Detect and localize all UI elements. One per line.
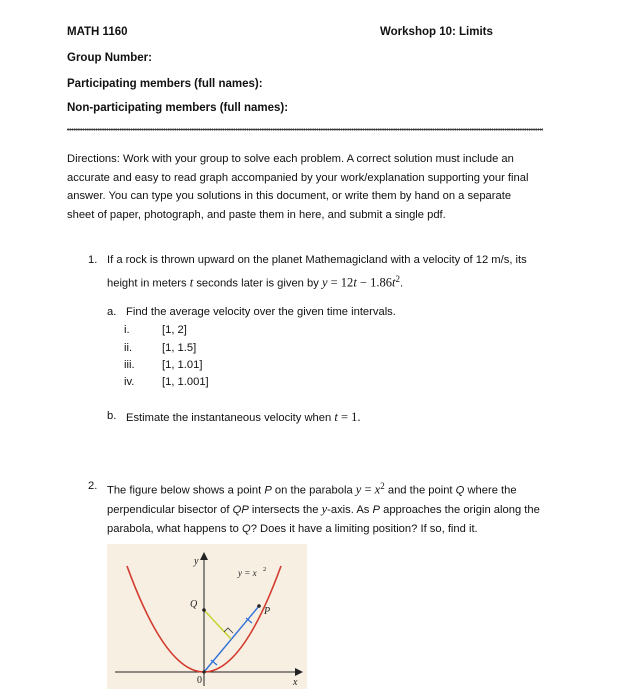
interval-roman: iv. [124, 376, 135, 388]
math-var: P [264, 484, 272, 497]
origin-label: 0 [197, 675, 202, 686]
math-var: t [391, 275, 396, 290]
problem-1-line [107, 270, 577, 293]
group-number-label: Group Number: [67, 52, 152, 64]
part-b-label: b. [107, 410, 117, 422]
text-span: parabola, what happens to [107, 522, 239, 535]
math-var: Q [241, 522, 251, 535]
point-p [257, 604, 261, 608]
text-span: intersects the [251, 504, 319, 517]
math-var: P [372, 504, 380, 517]
interval-roman: iii. [124, 359, 135, 371]
text-span: and the point [387, 484, 453, 497]
participating-members-label: Participating members (full names): [67, 78, 263, 90]
point-q-label: Q [190, 599, 198, 610]
interval-roman: i. [124, 324, 130, 336]
math-var: QP [232, 504, 249, 517]
directions-line: Directions: Work with your group to solve each problem. A correct solution must include an [67, 153, 514, 165]
parabola-figure [107, 544, 307, 689]
curve-label: y = x [238, 568, 257, 578]
workshop-title: Workshop 10: Limits [380, 26, 493, 38]
math-var: y [355, 482, 362, 497]
math-text: = 12 [327, 275, 354, 290]
directions-line: sheet of paper, photograph, and paste them in here, and submit a single pdf. [67, 208, 446, 221]
interval-value: [1, 1.001] [162, 376, 209, 388]
math-var: t [189, 275, 194, 290]
course-code: MATH 1160 [67, 26, 128, 38]
directions-line: answer. You can type you solutions in this document, or write them by hand on a separate [67, 190, 512, 202]
interval-value: [1, 2] [162, 324, 187, 336]
non-participating-members-label: Non-participating members (full names): [67, 102, 289, 114]
text-span: approaches the origin along the [383, 504, 540, 517]
problem-1-line: If a rock is thrown upward on the planet Mathemagicland with a velocity of 12 m/s, its [107, 254, 527, 266]
text-span: Estimate the instantaneous velocity when [126, 412, 332, 424]
directions-line: accurate and easy to read graph accompanied by your work/explanation supporting your final [67, 171, 529, 184]
text-span: height in meters [107, 277, 187, 290]
math-exponent: 2 [395, 273, 400, 284]
math-var: y [321, 502, 328, 517]
text-span: seconds later is given by [196, 277, 319, 290]
text-span: on the parabola [274, 484, 353, 497]
point-q [202, 608, 206, 612]
math-text: = 1. [337, 410, 361, 424]
math-exponent: 2 [380, 481, 385, 491]
text-span: The figure below shows a point [107, 484, 262, 497]
problem-2-line [107, 477, 577, 500]
perpendicular-bisector [204, 610, 231, 639]
point-p-label: P [264, 606, 271, 617]
part-b-text [126, 410, 361, 425]
point-origin [202, 670, 205, 673]
part-a-label: a. [107, 306, 117, 318]
problem-2-text [107, 477, 577, 538]
parabola-figure-svg [107, 544, 307, 689]
interval-roman: ii. [124, 342, 133, 354]
x-axis-label: x [293, 677, 298, 688]
problem-2-line [107, 500, 577, 520]
math-var: Q [455, 484, 465, 497]
segment-qp [204, 606, 259, 672]
math-text: − 1.86 [356, 275, 392, 290]
wavy-divider [67, 127, 543, 133]
directions-paragraph [67, 150, 567, 224]
text-span: perpendicular bisector of [107, 504, 230, 517]
problem-2-number: 2. [88, 480, 98, 492]
text-span: where the [467, 484, 517, 497]
interval-value: [1, 1.01] [162, 359, 203, 371]
math-var: t [334, 410, 338, 424]
text-span: ? Does it have a limiting position? If so, find it. [250, 522, 478, 535]
problem-1-text [107, 251, 577, 293]
problem-2-line [107, 520, 577, 539]
text-span: . [399, 277, 404, 290]
part-a-text: Find the average velocity over the given time intervals. [126, 306, 396, 318]
curve-label-exponent: 2 [263, 566, 267, 573]
math-text: = [361, 482, 375, 497]
text-span: -axis. As [327, 504, 370, 517]
problem-1-number: 1. [88, 254, 98, 266]
math-var: t [353, 275, 357, 290]
math-var: x [374, 482, 381, 497]
y-axis-label: y [194, 556, 199, 567]
math-var: y [321, 275, 328, 290]
interval-value: [1, 1.5] [162, 342, 197, 354]
